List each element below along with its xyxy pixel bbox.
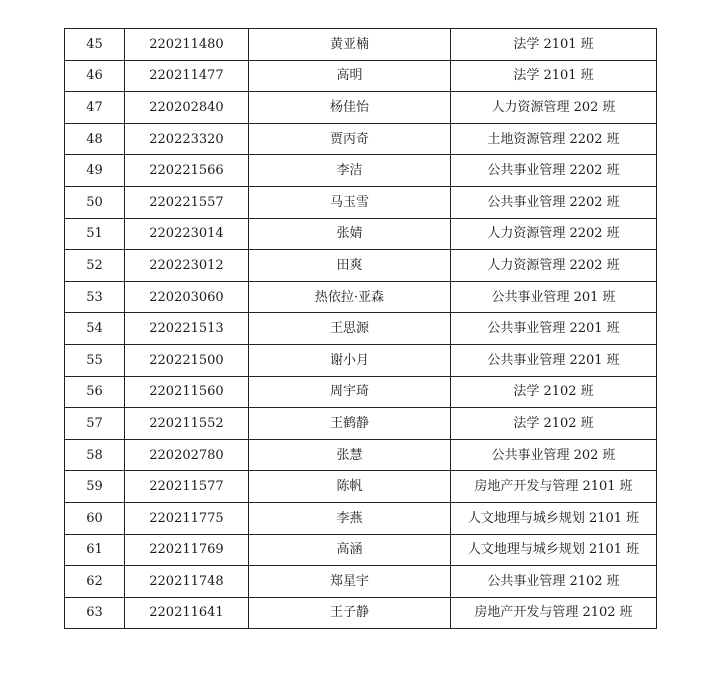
cell-student-id: 220211577 xyxy=(125,471,249,503)
cell-student-id: 220202780 xyxy=(125,439,249,471)
table-row xyxy=(65,408,657,440)
cell-student-id: 220221557 xyxy=(125,186,249,218)
cell-student-id: 220223320 xyxy=(125,123,249,155)
cell-class: 人文地理与城乡规划 2101 班 xyxy=(451,502,657,534)
cell-class: 人力资源管理 2202 班 xyxy=(451,250,657,282)
cell-student-id: 220211480 xyxy=(125,29,249,61)
cell-class: 法学 2102 班 xyxy=(451,408,657,440)
cell-seq: 56 xyxy=(65,376,125,408)
table-row xyxy=(65,439,657,471)
cell-seq: 47 xyxy=(65,92,125,124)
cell-student-id: 220211641 xyxy=(125,597,249,629)
cell-name: 李燕 xyxy=(249,502,451,534)
cell-seq: 60 xyxy=(65,502,125,534)
cell-name: 谢小月 xyxy=(249,344,451,376)
cell-class: 土地资源管理 2202 班 xyxy=(451,123,657,155)
cell-name: 周宇琦 xyxy=(249,376,451,408)
cell-student-id: 220203060 xyxy=(125,281,249,313)
cell-name: 张慧 xyxy=(249,439,451,471)
table-row xyxy=(65,502,657,534)
cell-seq: 57 xyxy=(65,408,125,440)
cell-seq: 50 xyxy=(65,186,125,218)
cell-seq: 59 xyxy=(65,471,125,503)
cell-seq: 62 xyxy=(65,566,125,598)
cell-class: 公共事业管理 2202 班 xyxy=(451,155,657,187)
table-row xyxy=(65,29,657,61)
table-row xyxy=(65,534,657,566)
table-row xyxy=(65,155,657,187)
cell-seq: 48 xyxy=(65,123,125,155)
table-row xyxy=(65,123,657,155)
cell-name: 贾丙奇 xyxy=(249,123,451,155)
cell-name: 杨佳怡 xyxy=(249,92,451,124)
cell-name: 王子静 xyxy=(249,597,451,629)
cell-student-id: 220211560 xyxy=(125,376,249,408)
cell-seq: 52 xyxy=(65,250,125,282)
cell-seq: 54 xyxy=(65,313,125,345)
cell-class: 公共事业管理 201 班 xyxy=(451,281,657,313)
table-row xyxy=(65,344,657,376)
cell-student-id: 220211477 xyxy=(125,60,249,92)
table-row xyxy=(65,60,657,92)
table-row xyxy=(65,566,657,598)
cell-student-id: 220211775 xyxy=(125,502,249,534)
cell-class: 房地产开发与管理 2102 班 xyxy=(451,597,657,629)
cell-seq: 51 xyxy=(65,218,125,250)
cell-student-id: 220211552 xyxy=(125,408,249,440)
cell-seq: 61 xyxy=(65,534,125,566)
student-roster-table xyxy=(64,28,657,629)
cell-class: 公共事业管理 2201 班 xyxy=(451,313,657,345)
cell-name: 王思源 xyxy=(249,313,451,345)
cell-name: 热依拉·亚森 xyxy=(249,281,451,313)
cell-class: 法学 2101 班 xyxy=(451,60,657,92)
cell-seq: 46 xyxy=(65,60,125,92)
cell-class: 公共事业管理 2202 班 xyxy=(451,186,657,218)
cell-class: 法学 2101 班 xyxy=(451,29,657,61)
cell-seq: 49 xyxy=(65,155,125,187)
table-row xyxy=(65,218,657,250)
cell-class: 房地产开发与管理 2101 班 xyxy=(451,471,657,503)
table-row xyxy=(65,92,657,124)
cell-student-id: 220211769 xyxy=(125,534,249,566)
cell-name: 张婧 xyxy=(249,218,451,250)
cell-name: 高明 xyxy=(249,60,451,92)
cell-student-id: 220202840 xyxy=(125,92,249,124)
table-row xyxy=(65,250,657,282)
cell-class: 公共事业管理 2102 班 xyxy=(451,566,657,598)
cell-student-id: 220223012 xyxy=(125,250,249,282)
cell-seq: 63 xyxy=(65,597,125,629)
cell-name: 郑星宇 xyxy=(249,566,451,598)
cell-class: 法学 2102 班 xyxy=(451,376,657,408)
cell-student-id: 220223014 xyxy=(125,218,249,250)
cell-name: 田爽 xyxy=(249,250,451,282)
cell-class: 公共事业管理 202 班 xyxy=(451,439,657,471)
cell-name: 王鹤静 xyxy=(249,408,451,440)
cell-name: 陈帆 xyxy=(249,471,451,503)
cell-seq: 58 xyxy=(65,439,125,471)
table-row xyxy=(65,597,657,629)
cell-class: 人力资源管理 202 班 xyxy=(451,92,657,124)
table-row xyxy=(65,376,657,408)
cell-name: 黄亚楠 xyxy=(249,29,451,61)
table-row xyxy=(65,313,657,345)
cell-student-id: 220221513 xyxy=(125,313,249,345)
cell-class: 人力资源管理 2202 班 xyxy=(451,218,657,250)
cell-class: 人文地理与城乡规划 2101 班 xyxy=(451,534,657,566)
cell-name: 李洁 xyxy=(249,155,451,187)
student-roster-body xyxy=(65,29,657,629)
cell-class: 公共事业管理 2201 班 xyxy=(451,344,657,376)
cell-name: 高涵 xyxy=(249,534,451,566)
cell-seq: 53 xyxy=(65,281,125,313)
cell-student-id: 220211748 xyxy=(125,566,249,598)
cell-student-id: 220221500 xyxy=(125,344,249,376)
table-row xyxy=(65,186,657,218)
table-row xyxy=(65,281,657,313)
cell-seq: 55 xyxy=(65,344,125,376)
cell-name: 马玉雪 xyxy=(249,186,451,218)
table-row xyxy=(65,471,657,503)
cell-student-id: 220221566 xyxy=(125,155,249,187)
cell-seq: 45 xyxy=(65,29,125,61)
